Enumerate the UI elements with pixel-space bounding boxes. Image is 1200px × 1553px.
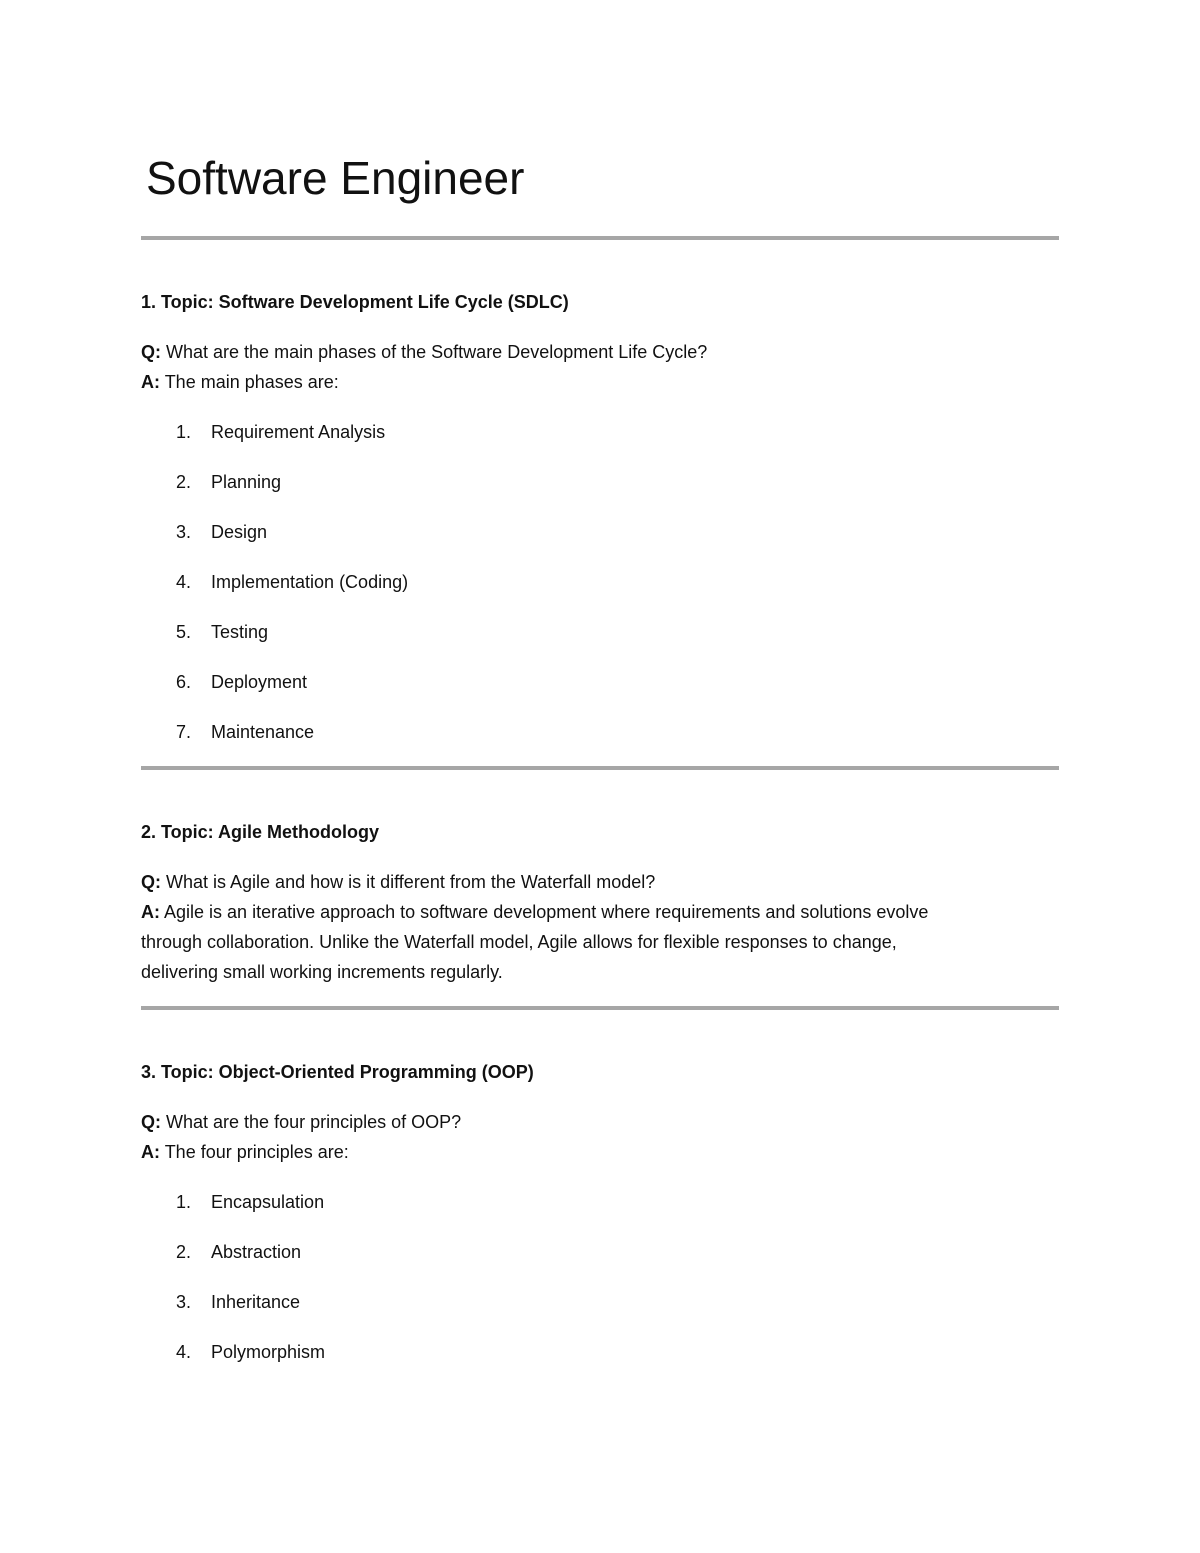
section-1-question: [141, 337, 1041, 367]
list-number: 4.: [176, 1342, 192, 1362]
list-text: Requirement Analysis: [211, 422, 386, 442]
divider: [141, 236, 1059, 240]
list-text: Deployment: [211, 672, 308, 692]
question-label: Q:: [141, 872, 161, 892]
list-number: 1.: [176, 422, 192, 442]
question-label: Q:: [141, 1112, 161, 1132]
question-text: What is Agile and how is it different from the Waterfall model?: [166, 872, 656, 892]
list-text: Planning: [211, 472, 282, 492]
list-number: 5.: [176, 622, 192, 642]
list-text: Polymorphism: [211, 1342, 326, 1362]
question-label: Q:: [141, 342, 161, 362]
answer-label: A:: [141, 372, 160, 392]
section-2-topic: 2. Topic: Agile Methodology: [141, 822, 379, 842]
list-text: Testing: [211, 622, 269, 642]
answer-label: A:: [141, 902, 160, 922]
divider: [141, 766, 1059, 770]
section-2-answer-line-3: delivering small working increments regularly.: [141, 962, 503, 982]
list-text: Maintenance: [211, 722, 315, 742]
answer-text: Agile is an iterative approach to software development where requirements and solutions evolve: [164, 902, 929, 922]
answer-text: The main phases are:: [164, 372, 339, 392]
section-3-question: [141, 1107, 1041, 1137]
list-text: Implementation (Coding): [211, 572, 409, 592]
section-1-answer: [141, 367, 1041, 397]
section-3-topic: 3. Topic: Object-Oriented Programming (OOP): [141, 1062, 534, 1082]
list-number: 7.: [176, 722, 192, 742]
list-number: 6.: [176, 672, 192, 692]
section-3-answer: [141, 1137, 1041, 1167]
list-number: 3.: [176, 1292, 192, 1312]
divider: [141, 1006, 1059, 1010]
answer-label: A:: [141, 1142, 160, 1162]
list-number: 1.: [176, 1192, 192, 1212]
list-text: Design: [211, 522, 268, 542]
section-2-question: [141, 867, 1041, 897]
list-text: Abstraction: [211, 1242, 302, 1262]
list-text: Encapsulation: [211, 1192, 325, 1212]
section-1-topic: 1. Topic: Software Development Life Cycle (SDLC): [141, 292, 569, 312]
section-2-answer-line-1: [141, 897, 1041, 927]
page-title: Software Engineer: [146, 152, 525, 204]
list-text: Inheritance: [211, 1292, 301, 1312]
list-number: 4.: [176, 572, 192, 592]
list-number: 2.: [176, 472, 192, 492]
list-number: 3.: [176, 522, 192, 542]
question-text: What are the main phases of the Software Development Life Cycle?: [166, 342, 708, 362]
answer-text: The four principles are:: [164, 1142, 349, 1162]
list-number: 2.: [176, 1242, 192, 1262]
section-2-answer-line-2: through collaboration. Unlike the Waterfall model, Agile allows for flexible responses to change,: [141, 932, 897, 952]
question-text: What are the four principles of OOP?: [166, 1112, 462, 1132]
